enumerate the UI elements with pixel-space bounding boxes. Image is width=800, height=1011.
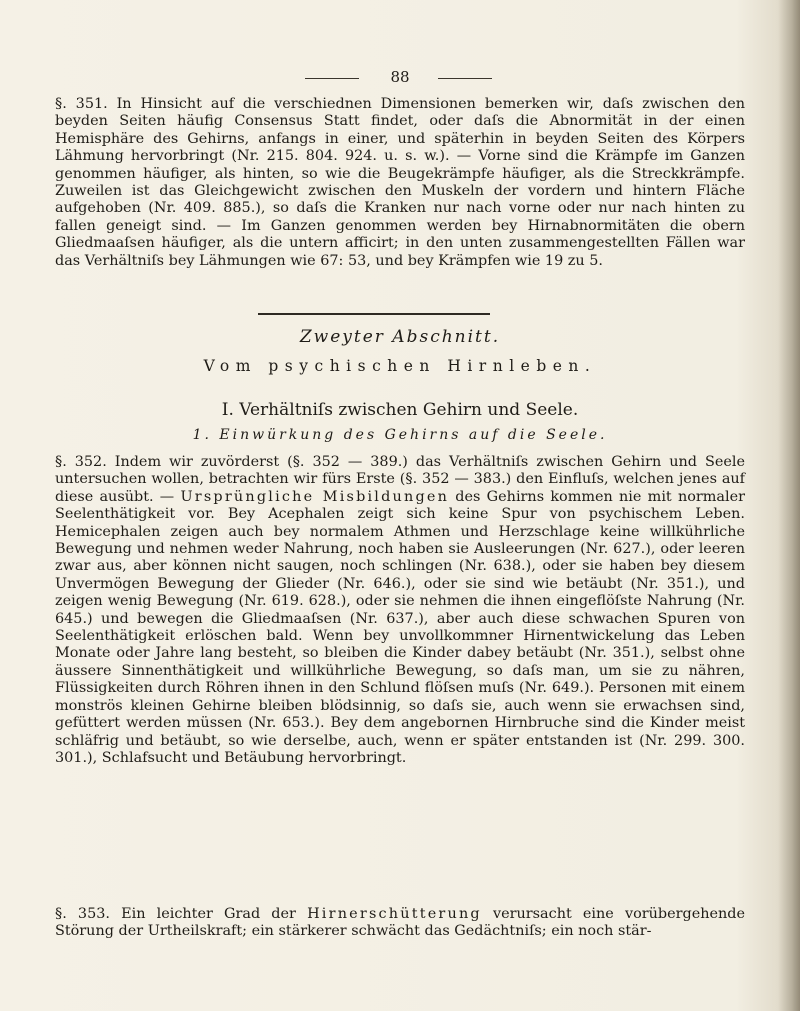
paragraph-351 [55,96,745,270]
header-rule-right [438,78,492,79]
page-number: 88 [390,68,410,86]
paragraph-352-part-b: des Gehirns kommen nie mit normaler Seelenthätigkeit vor. Bey Acephalen zeigt sich keine Spur von psychischem Leben. Hemicephalen zeigen auch bey normalem Athmen und Herzschlage keine willkührliche Bewegung und nehmen weder Nahrung, noch haben sie Ausleerungen (Nr. 627.), oder leeren zwar aus, aber können nicht saugen, noch schlingen (Nr. 638.), oder sie haben bey diesem Unvermögen Bewegung der Glieder (Nr. 646.), oder sie sind wie betäubt (Nr. 351.), und zeigen wenig Bewegung (Nr. 619. 628.), oder sie nehmen die ihnen eingeflöſste Nahrung (Nr. 645.) und bewegen die Gliedmaaſsen (Nr. 637.), aber auch diese schwachen Spuren von Seelenthätigkeit erlöschen bald. Wenn bey unvollkommner Hirnentwickelung das Leben Monate oder Jahre lang besteht, so bleiben die Kinder dabey betäubt (Nr. 351.), selbst ohne äussere Sinnenthätigkeit und willkührliche Bewegung, so daſs man, um sie zu nähren, Flüssigkeiten durch Röhren ihnen in den Schlund flöſsen muſs (Nr. 649.). Personen mit einem monströs kleinen Gehirne bleiben blödsinnig, so daſs sie, auch wenn sie erwachsen sind, gefüttert werden müssen (Nr. 653.). Bey dem angebornen Hirnbruche sind die Kinder meist schläfrig und betäubt, so wie derselbe, auch, wenn er später entstanden ist (Nr. 299. 300. 301.), Schlafsucht und Betäubung hervorbringt. [55,488,745,766]
paragraph-352-text [55,454,745,767]
abschnitt-subtitle: Vom psychischen Hirnleben. [203,357,597,375]
paragraph-351-text: §. 351. In Hinsicht auf die verschiednen Dimensionen bemerken wir, daſs zwischen den beyden Seiten häufig Consensus Statt findet, oder daſs die Abnormität in der einen Hemisphäre des Gehirns, anfangs in einer, und späterhin in beyden Seiten des Körpers Lähmung hervorbringt (Nr. 215. 804. 924. u. s. w.). — Vorne sind die Krämpfe im Ganzen genommen häufiger, als hinten, so wie die Beugekrämpfe häufiger, als die Streckkrämpfe. Zuweilen ist das Gleichgewicht zwischen den Muskeln der vordern und hintern Fläche aufgehoben (Nr. 409. 885.), so daſs die Kranken nur nach vorne oder nur nach hinten zu fallen geneigt sind. — Im Ganzen genommen werden bey Hirnabnormitäten die obern Gliedmaaſsen häufiger, als die untern afficirt; in den unten zusammengestellten Fällen war das Verhältniſs bey Lähmungen wie 67: 53, und bey Krämpfen wie 19 zu 5. [55,96,745,269]
section-divider [258,313,490,315]
paragraph-353 [55,906,745,941]
paragraph-353-part-b: verursacht eine vorübergehende Störung der Urtheilskraft; ein stärkerer schwächt das Gedächtniſs; ein noch stär- [55,906,745,940]
paragraph-353-emphasis: Hirnerschütterung [307,906,482,922]
page-edge-shadow [778,0,800,1011]
abschnitt-title: Zweyter Abschnitt. [299,327,501,347]
header-rule-left [305,78,359,79]
subheading: 1. Einwürkung des Gehirns auf die Seele. [192,427,608,443]
paragraph-352 [55,454,745,767]
paragraph-352-emphasis: Ursprüngliche Misbildungen [180,488,450,505]
chapter-title: I. Verhältniſs zwischen Gehirn und Seele. [221,400,579,420]
paragraph-353-text [55,906,745,941]
page-header [0,66,800,90]
paragraph-352-part-a: §. 352. Indem wir zuvörderst (§. 352 — 389.) das Verhältniſs zwischen Gehirn und Seele untersuchen wollen, betrachten wir fürs Erste (§. 352 — 383.) den Einfluſs, welchen jenes auf diese ausübt. — [55,454,745,505]
paragraph-353-part-a: §. 353. Ein leichter Grad der [55,906,308,922]
